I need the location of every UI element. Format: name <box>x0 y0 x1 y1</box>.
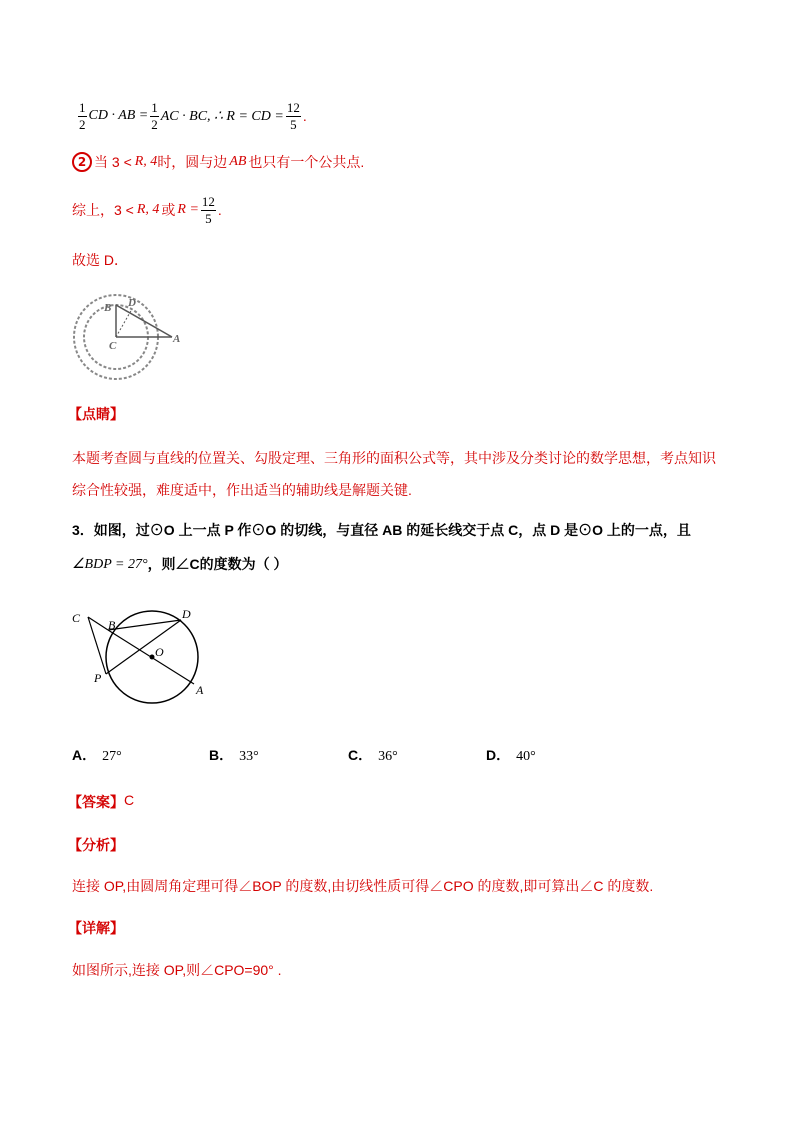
equation-part: CD · AB = <box>88 108 149 123</box>
option-b[interactable]: B． 33° <box>209 747 259 764</box>
label-d: D <box>128 297 136 309</box>
tangent-cp <box>88 617 106 674</box>
dianjing-heading: 【点睛】 <box>68 406 124 422</box>
label-b: B <box>104 302 112 314</box>
center-point-o <box>150 655 155 660</box>
detail-text: 如图所示,连接 OP,则∠CPO=90° . <box>72 962 282 978</box>
label-p: P <box>94 671 102 685</box>
equation-part: AC · BC, ∴ R = CD = <box>160 108 284 124</box>
segment-dp <box>106 620 181 674</box>
label-a: A <box>196 683 204 697</box>
question-3-stem: 3．如图，过⊙O 上一点 P 作⊙O 的切线，与直径 AB 的延长线交于点 C，点 D 是⊙O 上的一点，且 <box>72 522 691 538</box>
label-b: B <box>108 618 116 632</box>
dianjing-line-1: 本题考查圆与直线的位置关、勾股定理、三角形的面积公式等，其中涉及分类讨论的数学思想，考点知识 <box>72 450 716 466</box>
option-d[interactable]: D． 40° <box>486 747 536 764</box>
circle-tangent-figure <box>68 605 218 705</box>
circled-two-marker: 2 <box>72 152 92 172</box>
answer-value: C <box>124 792 135 808</box>
summary-line: 综上，3 < R, 4 或 R = $\frac{12}{5}$ . <box>72 193 222 226</box>
fraction-one-half: $\frac{1}{2}$ <box>151 99 158 132</box>
label-a: A <box>173 333 181 345</box>
case-two-line: 2 当 3 < R, 4 时，圆与边 AB 也只有一个公共点. <box>72 150 364 174</box>
label-d: D <box>182 607 191 621</box>
option-c[interactable]: C． 36° <box>348 747 398 764</box>
dianjing-line-2: 综合性较强，难度适中，作出适当的辅助线是解题关键. <box>72 482 412 498</box>
answer-heading: 【答案】 <box>68 794 124 810</box>
segment-ba <box>116 305 172 337</box>
detail-heading: 【详解】 <box>68 920 124 936</box>
answer-line <box>68 792 134 812</box>
label-o: O <box>155 645 164 659</box>
analysis-text: 连接 OP,由圆周角定理可得∠BOP 的度数,由切线性质可得∠CPO 的度数,即可算出∠C 的度数. <box>72 878 654 894</box>
question-3-stem-line-2: ∠BDP = 27° ，则∠C的度数为（ ） <box>72 556 288 572</box>
analysis-heading: 【分析】 <box>68 837 124 853</box>
label-c: C <box>72 611 81 625</box>
equation-area-relation: $\frac{1}{2}$ CD · AB = $\frac{1}{2}$ AC · BC, ∴ R = CD = $\frac{12}{5}$ . <box>79 99 307 132</box>
fraction-one-half: $\frac{1}{2}$ <box>79 99 86 132</box>
fraction-twelve-fifths: $\frac{12}{5}$ <box>201 193 215 226</box>
concentric-circles-figure <box>68 290 188 380</box>
choice-text: 故选 D． <box>72 252 128 268</box>
label-c: C <box>109 340 117 352</box>
option-a[interactable]: A． 27° <box>72 747 122 764</box>
fraction-twelve-fifths: $\frac{12}{5}$ <box>286 99 300 132</box>
